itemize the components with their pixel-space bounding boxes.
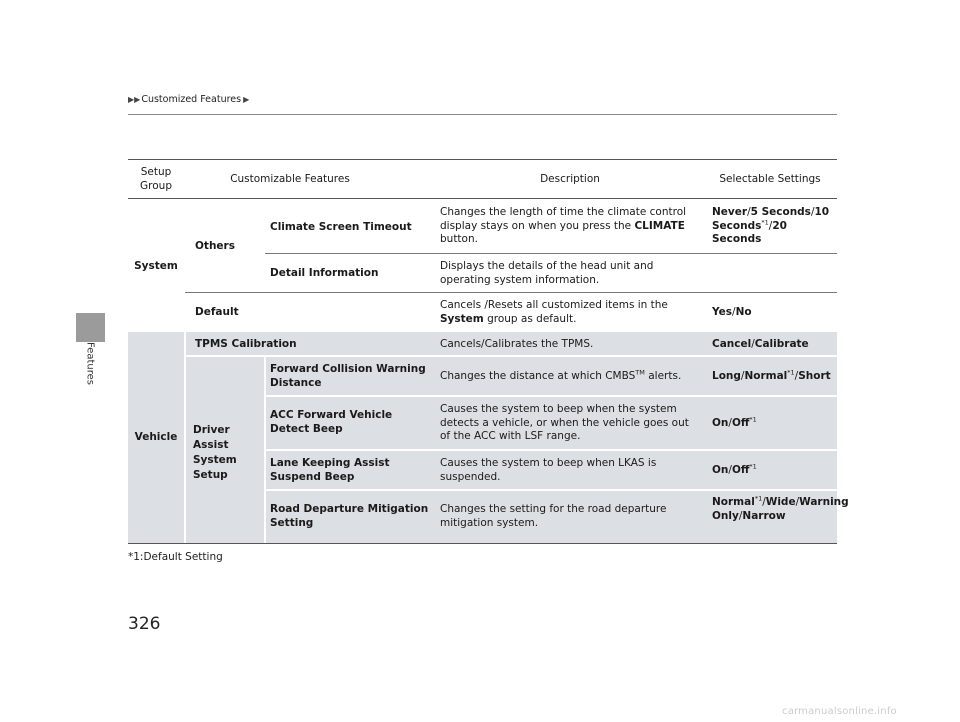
feature-climate-screen-timeout: Climate Screen Timeout bbox=[270, 221, 412, 233]
setting-separator: / bbox=[732, 306, 736, 318]
setting-option: Short bbox=[798, 370, 831, 382]
description-text: Changes the length of time the climate control display stays on when you press the bbox=[440, 206, 687, 232]
breadcrumb-label: Customized Features bbox=[141, 94, 242, 105]
watermark: carmanualsonline.info bbox=[782, 706, 897, 717]
row-rule bbox=[185, 292, 837, 293]
setting-option: Off bbox=[731, 464, 750, 476]
setting-option: 10 Seconds bbox=[712, 206, 830, 232]
subgroup-others: Others bbox=[195, 240, 235, 252]
setting-option: No bbox=[735, 306, 752, 318]
footnote-marker: *1 bbox=[749, 462, 757, 471]
setting-option: Off bbox=[731, 417, 750, 429]
breadcrumb[interactable] bbox=[128, 94, 250, 105]
setting-separator: / bbox=[794, 370, 799, 382]
footnote-marker: *1 bbox=[749, 415, 757, 424]
setting-option: Calibrate bbox=[754, 338, 809, 350]
setting-separator: / bbox=[728, 417, 732, 429]
subgroup-driver-assist-system-setup: Driver Assist System Setup bbox=[193, 424, 237, 481]
feature-default: Default bbox=[195, 306, 239, 318]
setting-option: Narrow bbox=[742, 509, 786, 522]
setting-separator: / bbox=[738, 509, 743, 522]
feature-detail-information: Detail Information bbox=[270, 267, 379, 279]
settings-climate-screen-timeout bbox=[712, 206, 832, 247]
setting-separator: / bbox=[740, 370, 745, 382]
settings-road-departure-mitigation-setting bbox=[712, 494, 849, 523]
description-text: alerts. bbox=[644, 370, 682, 382]
description-climate-screen-timeout bbox=[440, 206, 702, 247]
setting-option: 20 Seconds bbox=[712, 219, 787, 245]
description-text: Changes the distance at which CMBS bbox=[440, 370, 636, 382]
settings-acc-forward-vehicle-detect-beep bbox=[712, 417, 757, 431]
description-bold: CLIMATE bbox=[634, 219, 685, 232]
description-road-departure-mitigation-setting: Changes the setting for the road departure mitigation system. bbox=[440, 503, 667, 529]
triangle-right-icon: ▶ bbox=[243, 95, 250, 104]
triangle-right-icon: ▶▶ bbox=[128, 95, 141, 104]
section-tab-label: Features bbox=[84, 341, 96, 385]
page-number: 326 bbox=[128, 614, 161, 634]
setting-separator: / bbox=[751, 338, 755, 350]
feature-forward-collision-warning-distance: Forward Collision Warning Distance bbox=[270, 363, 426, 389]
description-text: Cancels /Resets all customized items in the bbox=[440, 299, 668, 311]
header-setup-group: Setup Group bbox=[140, 166, 172, 192]
table-top-rule bbox=[128, 159, 837, 160]
setting-separator: / bbox=[810, 206, 815, 218]
setting-separator: / bbox=[762, 496, 766, 508]
setting-option: Warning Only bbox=[712, 496, 849, 522]
footnote-marker: *1 bbox=[787, 368, 795, 377]
group-vehicle: Vehicle bbox=[134, 431, 178, 443]
setting-option: Normal bbox=[744, 370, 788, 382]
row-rule bbox=[266, 489, 837, 491]
table-bottom-rule bbox=[128, 543, 837, 544]
setting-option: Never bbox=[712, 206, 748, 218]
row-rule bbox=[266, 449, 837, 451]
feature-lane-keeping-assist-suspend-beep: Lane Keeping Assist Suspend Beep bbox=[270, 457, 390, 483]
settings-tpms-calibration bbox=[712, 338, 809, 352]
description-detail-information: Displays the details of the head unit and operating system information. bbox=[440, 260, 654, 286]
setting-separator: / bbox=[795, 496, 800, 508]
description-bold: System bbox=[440, 312, 484, 325]
setting-option: Long bbox=[712, 370, 741, 382]
setting-option: Normal bbox=[712, 496, 755, 508]
header-selectable-settings: Selectable Settings bbox=[719, 173, 821, 185]
description-tpms-calibration: Cancels/Calibrates the TPMS. bbox=[440, 338, 594, 350]
description-forward-collision-warning-distance bbox=[440, 370, 702, 384]
setting-option: Cancel bbox=[712, 338, 752, 350]
feature-tpms-calibration: TPMS Calibration bbox=[195, 338, 297, 350]
setting-option: 5 Seconds bbox=[750, 206, 811, 218]
feature-road-departure-mitigation-setting: Road Departure Mitigation Setting bbox=[270, 503, 429, 529]
settings-default bbox=[712, 306, 752, 320]
row-rule bbox=[265, 253, 837, 254]
description-lane-keeping-assist-suspend-beep: Causes the system to beep when LKAS is suspended. bbox=[440, 457, 657, 483]
column-divider bbox=[184, 332, 186, 543]
header-bottom-rule bbox=[128, 198, 837, 199]
group-system: System bbox=[134, 260, 178, 272]
description-default bbox=[440, 299, 702, 326]
setting-separator: / bbox=[747, 206, 751, 218]
setting-separator: / bbox=[728, 464, 732, 476]
description-text: group as default. bbox=[483, 312, 577, 325]
row-rule bbox=[186, 355, 837, 357]
footnote-marker: *1 bbox=[754, 494, 763, 503]
header-customizable-features: Customizable Features bbox=[230, 173, 350, 185]
trademark-mark: TM bbox=[635, 368, 645, 377]
header-rule bbox=[128, 114, 837, 115]
settings-lane-keeping-assist-suspend-beep bbox=[712, 464, 757, 478]
setting-separator: / bbox=[768, 219, 773, 232]
setting-option: On bbox=[712, 464, 729, 476]
setting-option: Wide bbox=[765, 496, 796, 508]
settings-forward-collision-warning-distance bbox=[712, 370, 831, 384]
row-rule bbox=[266, 395, 837, 397]
description-text: button. bbox=[440, 233, 478, 245]
setting-option: Yes bbox=[712, 306, 733, 318]
description-acc-forward-vehicle-detect-beep: Causes the system to beep when the system detects a vehicle, or when the vehicle goes out of the ACC with LSF range. bbox=[440, 403, 689, 442]
header-description: Description bbox=[540, 173, 600, 185]
footnote: *1:Default Setting bbox=[128, 551, 223, 563]
footnote-marker: *1 bbox=[761, 218, 769, 226]
feature-acc-forward-vehicle-detect-beep: ACC Forward Vehicle Detect Beep bbox=[270, 409, 393, 435]
setting-option: On bbox=[712, 417, 729, 429]
